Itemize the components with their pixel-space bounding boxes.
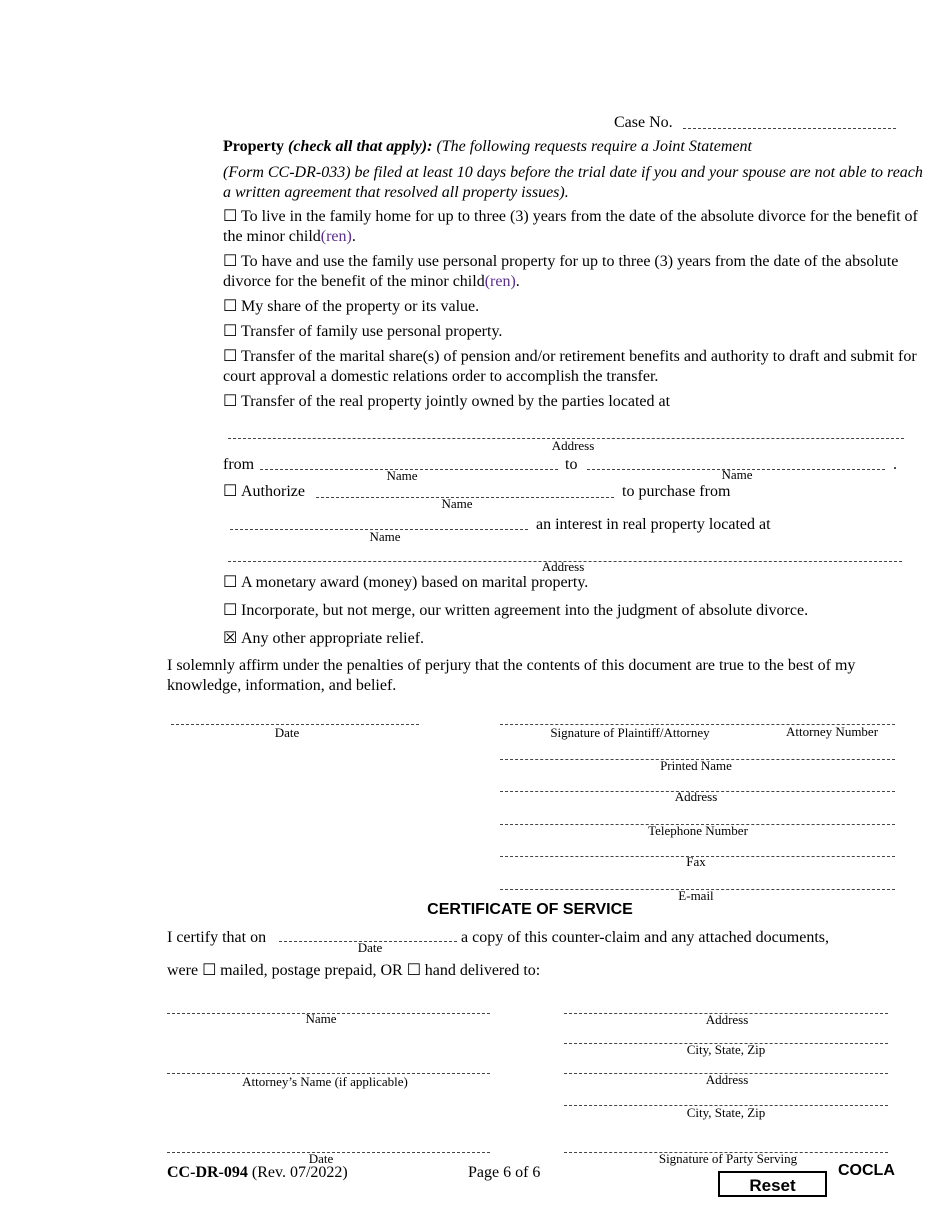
checkbox-my-share[interactable]: ☐ — [223, 298, 238, 315]
email-label: E-mail — [678, 888, 714, 903]
affirmation-text: I solemnly affirm under the penalties of perjury that the contents of this document are true to the best of my knowledge, information, and belief. — [167, 657, 856, 694]
period: . — [893, 456, 897, 473]
option-monetary: ☐ A monetary award (money) based on marital property. — [223, 574, 589, 591]
cocla-label: COCLA — [838, 1162, 895, 1179]
date-label: Date — [274, 725, 300, 740]
form-id: CC-DR-094 (Rev. 07/2022) — [167, 1164, 348, 1181]
checkbox-monetary[interactable]: ☐ — [223, 574, 238, 591]
address-label: Address — [705, 1012, 749, 1027]
option-incorporate: ☐ Incorporate, but not merge, our written agreement into the judgment of absolute divorce. — [223, 602, 809, 619]
option-transfer-family-use: ☐ Transfer of family use personal property. — [223, 323, 503, 340]
case-number — [614, 113, 673, 133]
certify-post: a copy of this counter-claim and any attached documents, — [461, 929, 829, 946]
name-label: Name — [441, 496, 473, 511]
checkbox-family-home[interactable]: ☐ — [223, 208, 238, 225]
option-personal-property: ☐ To have and use the family use personal property for up to three (3) years from the date of the absolute divorce for the benefit of the minor child(ren). — [223, 253, 899, 290]
name-label: Name — [386, 468, 418, 483]
checkbox-transfer-pension[interactable]: ☐ — [223, 348, 238, 365]
delivery-method: were ☐ mailed, postage prepaid, OR ☐ hand delivered to: — [167, 962, 541, 979]
checkbox-personal-property[interactable]: ☐ — [223, 253, 238, 270]
certify-pre: I certify that on — [167, 929, 267, 946]
page-number: Page 6 of 6 — [468, 1164, 541, 1181]
signature-plaintiff-label: Signature of Plaintiff/Attorney — [550, 725, 710, 740]
checkbox-hand-delivered[interactable]: ☐ — [406, 962, 422, 979]
to-label: to — [565, 456, 578, 473]
printed-name-label: Printed Name — [660, 758, 732, 773]
name-label: Name — [369, 529, 401, 544]
date-label: Date — [308, 1151, 334, 1166]
checkbox-transfer-real[interactable]: ☐ — [223, 393, 238, 410]
certificate-title: CERTIFICATE OF SERVICE — [427, 901, 633, 918]
attorney-name-label: Attorney’s Name (if applicable) — [242, 1074, 408, 1089]
from-label: from — [223, 456, 255, 473]
case-no-field[interactable] — [683, 128, 896, 129]
to-purchase-label: to purchase from — [622, 483, 731, 500]
option-authorize: ☐ Authorize — [223, 483, 305, 500]
address-label: Address — [551, 438, 595, 453]
address-label: Address — [674, 789, 718, 804]
option-my-share: ☐ My share of the property or its value. — [223, 298, 480, 315]
checkbox-mailed[interactable]: ☐ — [202, 962, 217, 979]
checkbox-transfer-family-use[interactable]: ☐ — [223, 323, 238, 340]
case-no-label: Case No. — [614, 114, 673, 131]
option-transfer-pension: ☐ Transfer of the marital share(s) of pension and/or retirement benefits and authority to draft and submit for court approval a domestic relations order to accomplish the transfer. — [223, 348, 917, 385]
option-other-relief: ☒ Any other appropriate relief. — [223, 630, 425, 647]
option-family-home: ☐ To live in the family home for up to three (3) years from the date of the absolute divorce for the benefit of the minor child(ren). — [223, 208, 918, 245]
city-state-zip-label: City, State, Zip — [686, 1105, 766, 1120]
fax-label: Fax — [686, 854, 706, 869]
telephone-label: Telephone Number — [648, 823, 748, 838]
checkbox-authorize[interactable]: ☐ — [223, 483, 238, 500]
reset-button[interactable]: Reset — [718, 1171, 827, 1197]
address-label: Address — [705, 1072, 749, 1087]
property-note: (Form CC-DR-033) be filed at least 10 days before the trial date if you and your spouse are not able to reach a written agreement that resolved all property issues). — [223, 164, 923, 201]
name-label: Name — [305, 1011, 337, 1026]
property-heading: Property (check all that apply): (The following requests require a Joint Statement — [223, 138, 752, 155]
interest-real-label: an interest in real property located at — [536, 516, 771, 533]
option-transfer-real: ☐ Transfer of the real property jointly owned by the parties located at — [223, 393, 671, 410]
attorney-number-label: Attorney Number — [785, 724, 879, 739]
signature-party-label: Signature of Party Serving — [658, 1151, 798, 1166]
city-state-zip-label: City, State, Zip — [686, 1042, 766, 1057]
name-label: Name — [721, 467, 753, 482]
date-label: Date — [357, 940, 383, 955]
address-label: Address — [541, 559, 585, 574]
checkbox-other-relief[interactable]: ☒ — [223, 630, 238, 647]
checkbox-incorporate[interactable]: ☐ — [223, 602, 238, 619]
